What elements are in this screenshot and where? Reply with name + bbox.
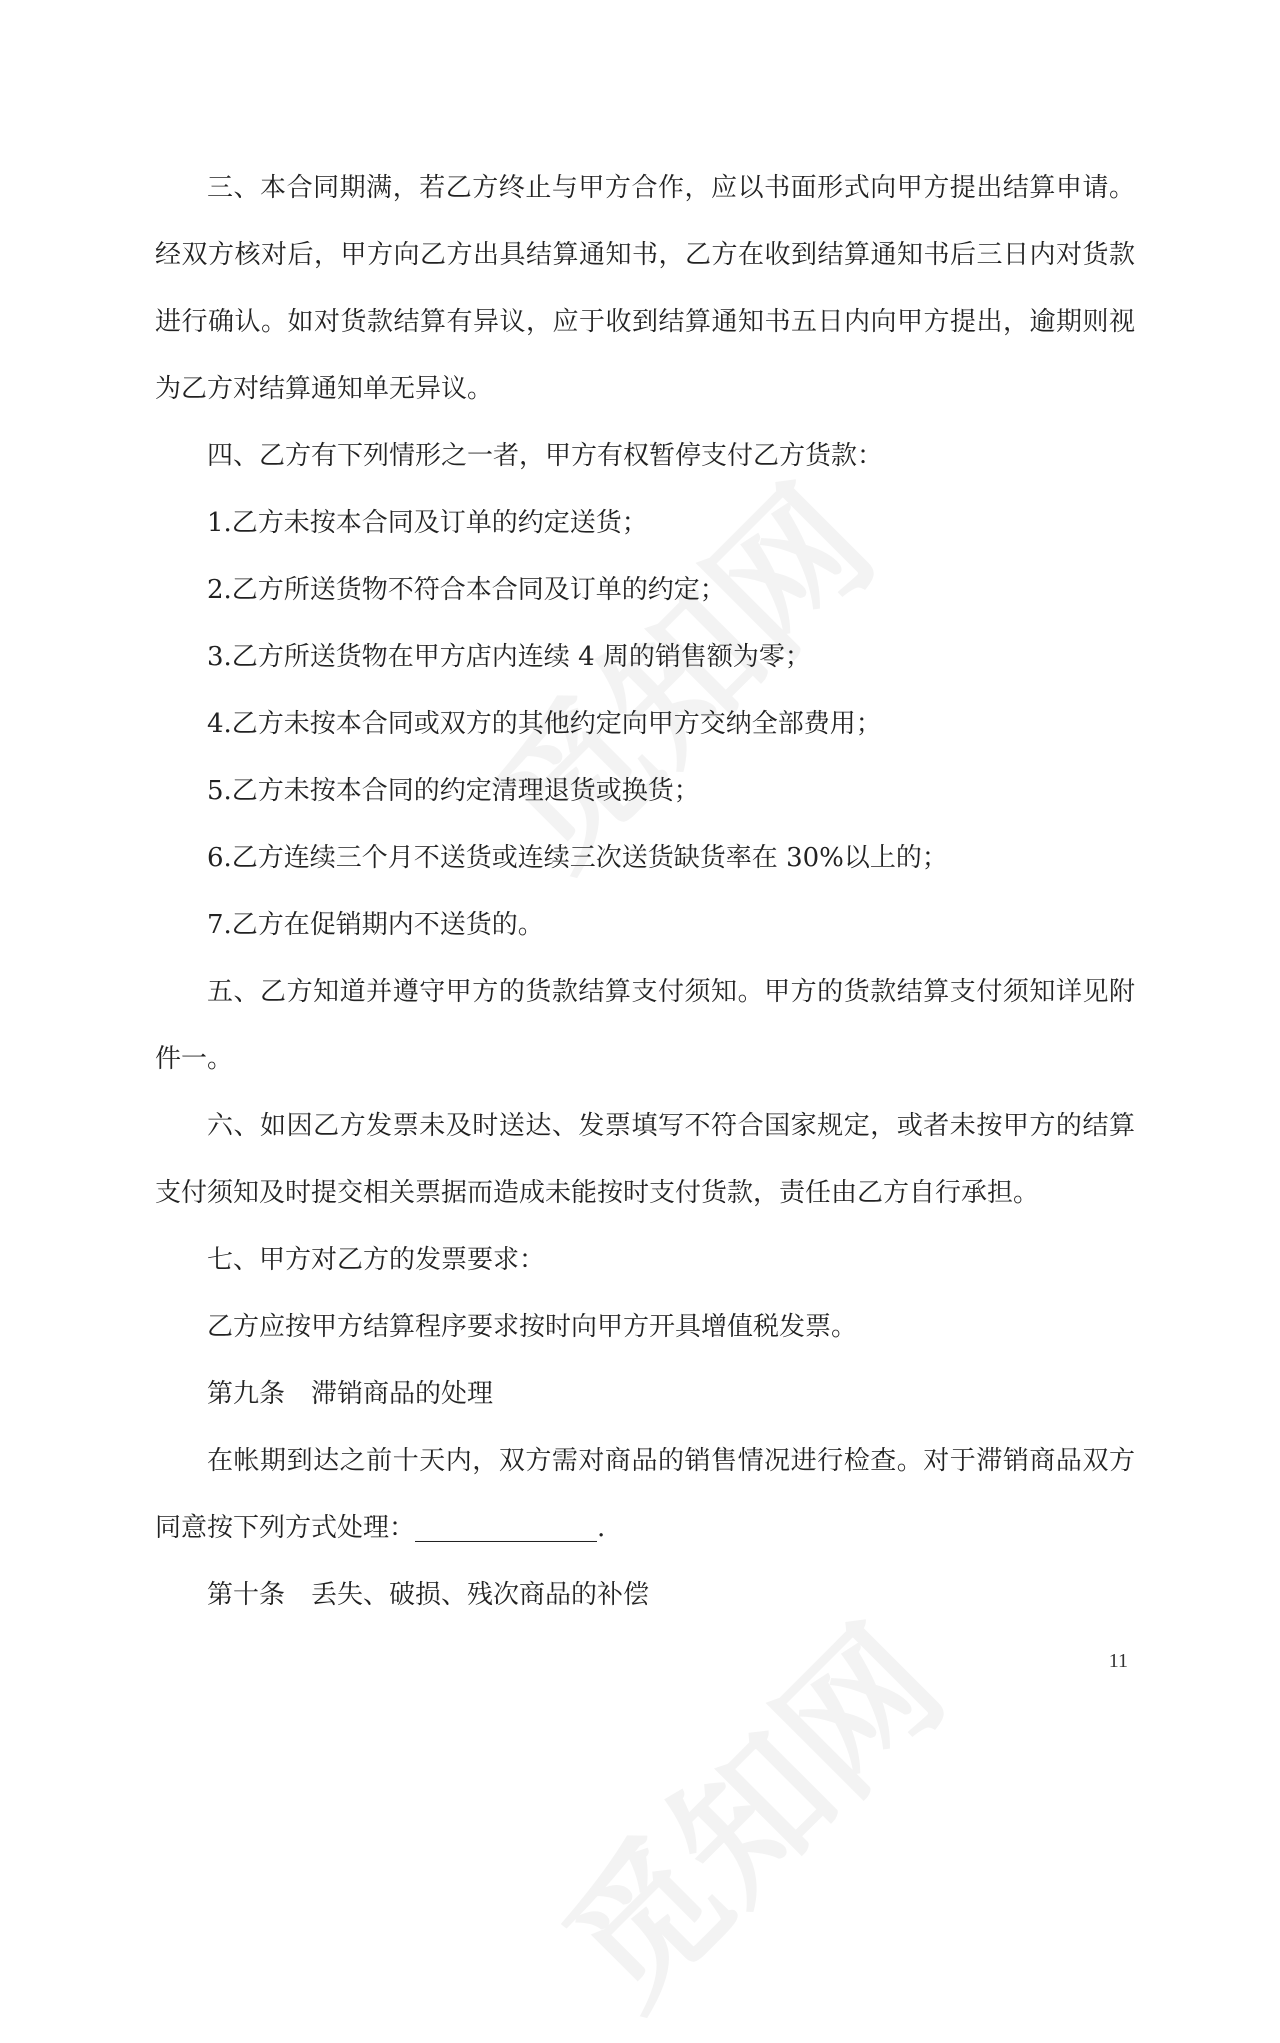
list-item-3: 3.乙方所送货物在甲方店内连续 4 周的销售额为零； (207, 642, 811, 672)
list-item-2: 2.乙方所送货物不符合本合同及订单的约定； (207, 575, 726, 605)
article-9-number: 第九条 (207, 1379, 286, 1409)
list-item-4: 4.乙方未按本合同或双方的其他约定向甲方交纳全部费用； (207, 709, 882, 739)
article-9-title: 滞销商品的处理 (311, 1379, 494, 1409)
article-9-body: 在帐期到达之前十天内，双方需对商品的销售情况进行检查。对于滞销商品双方同意按下列方式处理：______________. (155, 1446, 1135, 1543)
paragraph-clause-3: 三、本合同期满，若乙方终止与甲方合作，应以书面形式向甲方提出结算申请。经双方核对后，甲方向乙方出具结算通知书，乙方在收到结算通知书后三日内对货款进行确认。如对货款结算有异议，应于收到结算通知书五日内向甲方提出，逾期则视为乙方对结算通知单无异议。 (155, 173, 1135, 404)
list-item-1: 1.乙方未按本合同及订单的约定送货； (207, 508, 648, 538)
paragraph-clause-7: 七、甲方对乙方的发票要求： (207, 1245, 546, 1275)
document-body (155, 155, 1135, 1629)
paragraph-clause-4: 四、乙方有下列情形之一者，甲方有权暂停支付乙方货款： (207, 441, 884, 471)
article-9-heading (155, 1361, 1135, 1428)
list-item-7: 7.乙方在促销期内不送货的。 (207, 910, 544, 940)
article-10-heading (155, 1562, 1135, 1629)
watermark-bottom (510, 1573, 981, 2043)
paragraph-clause-5: 五、乙方知道并遵守甲方的货款结算支付须知。甲方的货款结算支付须知详见附件一。 (155, 977, 1135, 1074)
paragraph-clause-6: 六、如因乙方发票未及时送达、发票填写不符合国家规定，或者未按甲方的结算支付须知及时提交相关票据而造成未能按时支付货款，责任由乙方自行承担。 (155, 1111, 1135, 1208)
list-item-6: 6.乙方连续三个月不送货或连续三次送货缺货率在 30%以上的； (207, 843, 948, 873)
list-item-5: 5.乙方未按本合同的约定清理退货或换货； (207, 776, 700, 806)
paragraph-invoice-requirement: 乙方应按甲方结算程序要求按时向甲方开具增值税发票。 (207, 1312, 858, 1342)
page-number: 11 (1108, 1650, 1128, 1672)
article-10-number: 第十条 (207, 1580, 286, 1610)
article-10-title: 丢失、破损、残次商品的补偿 (311, 1580, 650, 1610)
